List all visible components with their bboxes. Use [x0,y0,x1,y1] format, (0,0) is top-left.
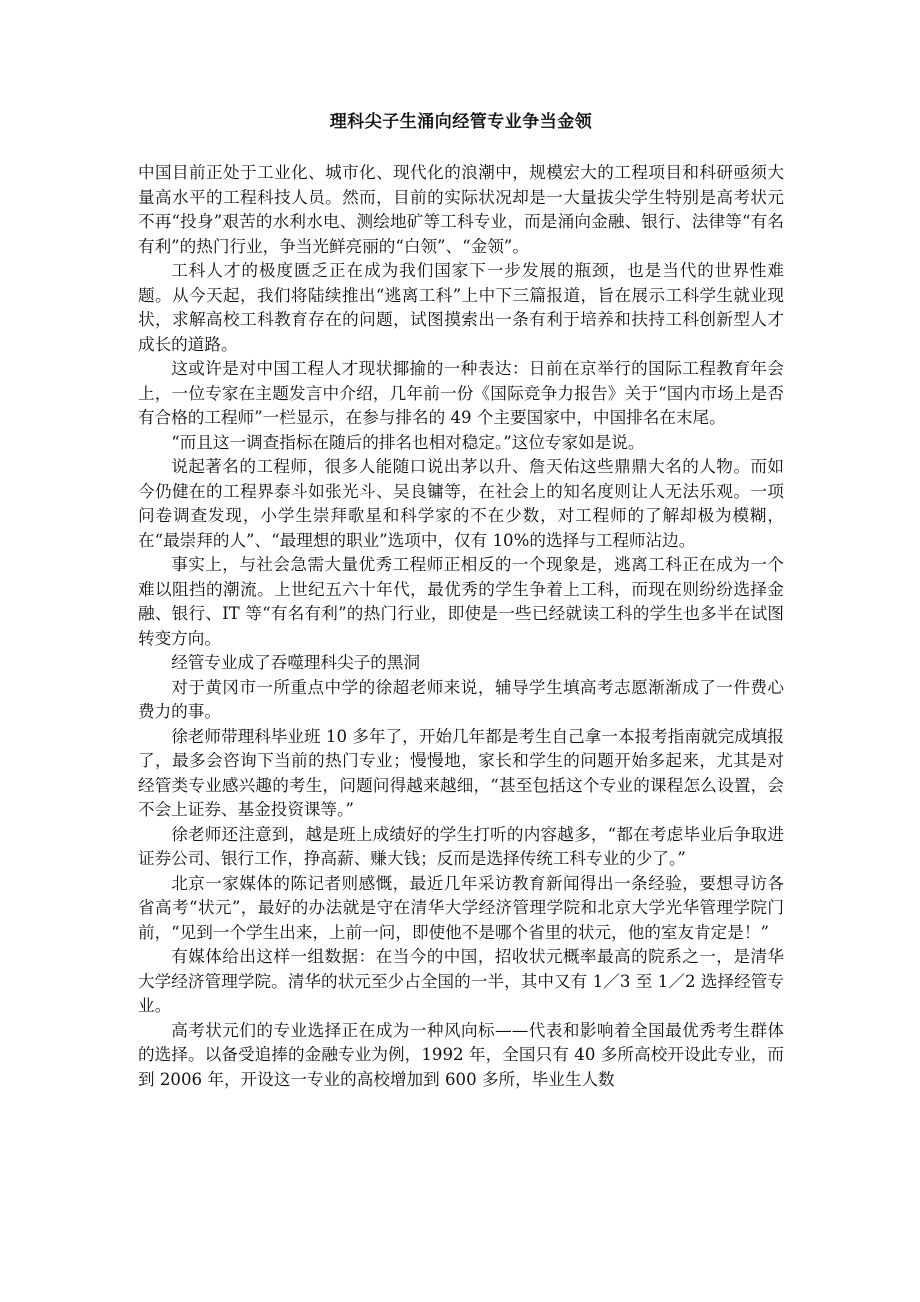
paragraph: 事实上，与社会急需大量优秀工程师正相反的一个现象是，逃离工科正在成为一个难以阻挡的潮流。上世纪五六十年代，最优秀的学生争着上工科，而现在则纷纷选择金融、银行、IT 等“有名有利”的热门行业，即使是一些已经就读工科的学生也多半在试图转变方向。 [138,555,784,648]
paragraph: 工科人才的极度匮乏正在成为我们国家下一步发展的瓶颈，也是当代的世界性难题。从今天起，我们将陆续推出“逃离工科”上中下三篇报道，旨在展示工科学生就业现状，求解高校工科教育存在的问题，试图摸索出一条有利于培养和扶持工科创新型人才成长的道路。 [138,261,784,354]
paragraph: 徐老师带理科毕业班 10 多年了，开始几年都是考生自己拿一本报考指南就完成填报了，最多会咨询下当前的热门专业；慢慢地，家长和学生的问题开始多起来，尤其是对经管类专业感兴趣的考生，问题问得越来越细，“甚至包括这个专业的课程怎么设置，会不会上证券、基金投资课等。” [138,726,784,819]
paragraph: 北京一家媒体的陈记者则感慨，最近几年采访教育新闻得出一条经验，要想寻访各省高考“状元”，最好的办法就是守在清华大学经济管理学院和北京大学光华管理学院门前，“见到一个学生出来，上前一问，即使他不是哪个省里的状元，他的室友肯定是！” [138,873,784,942]
paragraph: 对于黄冈市一所重点中学的徐超老师来说，辅导学生填高考志愿渐渐成了一件费心费力的事。 [138,677,784,721]
paragraph: 有媒体给出这样一组数据：在当今的中国，招收状元概率最高的院系之一，是清华大学经济管理学院。清华的状元至少占全国的一半，其中又有 1／3 至 1／2 选择经管专业。 [138,947,784,1015]
paragraph: 说起著名的工程师，很多人能随口说出茅以升、詹天佑这些鼎鼎大名的人物。而如今仍健在的工程界泰斗如张光斗、吴良镛等，在社会上的知名度则让人无法乐观。一项问卷调查发现，小学生崇拜歌星和科学家的不在少数，对工程师的了解却极为模糊，在“最崇拜的人”、“最理想的职业”选项中，仅有 10%的选择与工程师沾边。 [138,457,784,550]
paragraph: 中国目前正处于工业化、城市化、现代化的浪潮中，规模宏大的工程项目和科研亟须大量高水平的工程科技人员。然而，目前的实际状况却是一大量拔尖学生特别是高考状元不再“投身”艰苦的水利水电、测绘地矿等工科专业，而是涌向金融、银行、法律等“有名有利”的热门行业，争当光鲜亮丽的“白领”、“金领”。 [138,163,784,256]
document-body [138,161,784,1092]
document-page [138,111,784,1092]
document-title: 理科尖子生涌向经管专业争当金领 [329,112,593,132]
paragraph: 徐老师还注意到，越是班上成绩好的学生打听的内容越多，“都在考虑毕业后争取进证券公司、银行工作，挣高薪、赚大钱；反而是选择传统工科专业的少了。” [138,824,784,868]
paragraph: “而且这一调查指标在随后的排名也相对稳定。”这位专家如是说。 [171,432,645,452]
section-heading: 经管专业成了吞噬理科尖子的黑洞 [171,653,421,672]
paragraph: 高考状元们的专业选择正在成为一种风向标——代表和影响着全国最优秀考生群体的选择。以备受追捧的金融专业为例，1992 年，全国只有 40 多所高校开设此专业，而到 2006 年，开设这一专业的高校增加到 600 多所，毕业生人数 [138,1020,784,1089]
paragraph: 这或许是对中国工程人才现状揶揄的一种表达：日前在京举行的国际工程教育年会上，一位专家在主题发言中介绍，几年前一份《国际竞争力报告》关于“国内市场上是否有合格的工程师”一栏显示，在参与排名的 49 个主要国家中，中国排名在末尾。 [138,359,784,427]
